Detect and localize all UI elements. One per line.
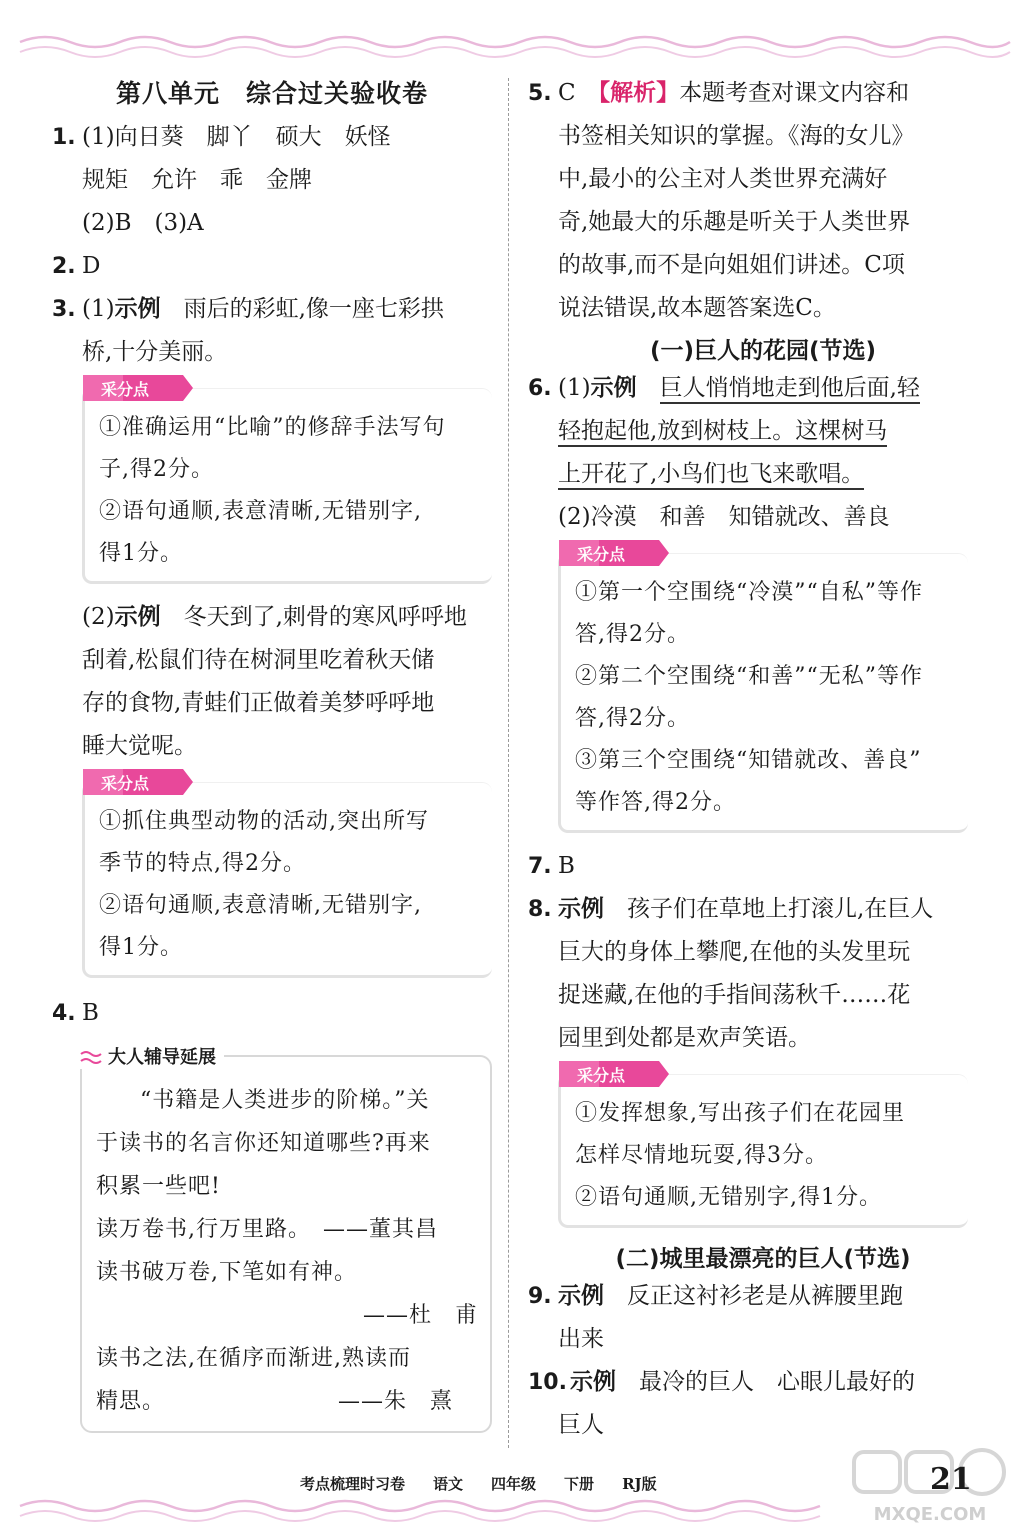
scoring-point: ①发挥想象,写出孩子们在花园里 <box>575 1101 905 1126</box>
underlined-answer: 轻抱起他,放到树枝上。这棵树马 <box>558 418 887 447</box>
q3-answer-line: 冬天到了,刺骨的寒风呼呼地 <box>183 604 467 630</box>
guidance-line: 积累一些吧! <box>96 1174 221 1199</box>
guidance-line: “书籍是人类进步的阶梯。”关 <box>140 1088 430 1113</box>
analysis-line: 本题考查对课文内容和 <box>679 80 910 106</box>
q6-part-label: (1) <box>558 375 591 401</box>
question-7 <box>528 845 968 888</box>
example-label: 示例 <box>570 1369 616 1395</box>
q3-answer-line: 刮着,松鼠们待在树洞里吃着秋天储 <box>82 647 435 673</box>
example-label: 示例 <box>114 296 161 322</box>
underlined-answer: 上开花了,小鸟们也飞来歌唱。 <box>558 461 864 490</box>
q2-number: 2. <box>52 254 76 279</box>
scoring-point: 等作答,得2分。 <box>575 790 736 815</box>
footer-grade: 四年级 <box>491 1475 537 1493</box>
scoring-points-box <box>82 380 492 584</box>
q8-number: 8. <box>528 897 552 922</box>
quote-line: 精思。 ——朱 熹 <box>96 1389 454 1414</box>
q6-answer-line: (2)冷漠 和善 知错就改、善良 <box>558 504 890 530</box>
scoring-point: 季节的特点,得2分。 <box>99 851 306 876</box>
quote-line: 读万卷书,行万里路。 ——董其昌 <box>96 1217 438 1242</box>
right-column <box>528 72 968 1447</box>
parent-guidance-box <box>80 1047 492 1433</box>
scoring-points-label: 采分点 <box>577 1066 626 1085</box>
question-1 <box>52 116 492 245</box>
q9-answer-line: 出来 <box>558 1326 604 1352</box>
scoring-point: ②语句通顺,无错别字,得1分。 <box>575 1185 882 1210</box>
analysis-line: 中,最小的公主对人类世界充满好 <box>558 166 888 192</box>
q3-part-label: (2) <box>82 604 115 630</box>
footer-edition: RJ版 <box>622 1475 657 1493</box>
scoring-point: 怎样尽情地玩耍,得3分。 <box>575 1143 828 1168</box>
watermark-text: MXQE.COM <box>873 1504 987 1525</box>
unit-label: 第八单元 <box>115 79 220 108</box>
q8-answer-line: 孩子们在草地上打滚儿,在巨人 <box>627 896 934 922</box>
scoring-points-tag <box>559 540 669 566</box>
scoring-point: ①第一个空围绕“冷漠”“自私”等作 <box>575 580 923 605</box>
scoring-point: 得1分。 <box>99 935 183 960</box>
q9-answer-line: 反正这衬衫老是从裤腰里跑 <box>627 1283 903 1309</box>
q9-number: 9. <box>528 1284 552 1309</box>
footer-book-title: 考点梳理时习卷 <box>300 1475 406 1493</box>
quote-line: 读书之法,在循序而渐进,熟读而 <box>96 1346 411 1371</box>
underlined-answer: 巨人悄悄地走到他后面,轻 <box>660 375 920 404</box>
q8-answer-line: 园里到处都是欢声笑语。 <box>558 1025 811 1051</box>
q4-answer: B <box>82 1000 99 1026</box>
parent-guidance-header <box>80 1043 224 1069</box>
q3-answer-line: 桥,十分美丽。 <box>82 339 228 365</box>
quote-line: 读书破万卷,下笔如有神。 <box>96 1260 357 1285</box>
question-2 <box>52 245 492 288</box>
scoring-points-tag <box>83 769 193 795</box>
scoring-points-box <box>558 1066 968 1228</box>
analysis-line: 的故事,而不是向姐姐们讲述。C项 <box>558 252 905 278</box>
scoring-point: 答,得2分。 <box>575 622 690 647</box>
scoring-point: ①抓住典型动物的活动,突出所写 <box>99 809 429 834</box>
wave-lines-icon <box>80 1050 102 1066</box>
scoring-point: 答,得2分。 <box>575 706 690 731</box>
q1-answer-line: 规矩 允许 乖 金牌 <box>82 167 312 193</box>
unit-title <box>52 74 492 110</box>
q8-answer-line: 巨大的身体上攀爬,在他的头发里玩 <box>558 939 911 965</box>
scoring-point: ②语句通顺,表意清晰,无错别字, <box>99 893 422 918</box>
question-9 <box>528 1275 968 1361</box>
q7-answer: B <box>558 853 575 879</box>
bottom-wave-decoration <box>0 1492 1025 1532</box>
scoring-point: ②语句通顺,表意清晰,无错别字, <box>99 499 422 524</box>
scoring-points-box <box>82 774 492 978</box>
q10-answer-line: 最冷的巨人 心眼儿最好的 <box>639 1369 915 1395</box>
page-footer <box>300 1473 685 1494</box>
scoring-point: 得1分。 <box>99 541 183 566</box>
example-label: 示例 <box>558 1283 604 1309</box>
column-divider <box>508 78 509 1448</box>
scoring-points-tag <box>83 375 193 401</box>
scoring-points-label: 采分点 <box>577 545 626 564</box>
example-label: 示例 <box>590 375 637 401</box>
page-number: 21 <box>930 1462 972 1497</box>
q1-answer-line: (1)向日葵 脚丫 硕大 妖怪 <box>82 124 391 150</box>
example-label: 示例 <box>558 896 604 922</box>
top-wave-decoration <box>0 30 1025 70</box>
q3-part-label: (1) <box>82 296 115 322</box>
test-name: 综合过关验收卷 <box>246 79 429 108</box>
quote-author: ——杜 甫 <box>362 1303 478 1328</box>
scoring-points-box <box>558 545 968 833</box>
section-title: (二)城里最漂亮的巨人(节选) <box>615 1246 911 1272</box>
footer-subject: 语文 <box>433 1475 464 1493</box>
guidance-line: 于读书的名言你还知道哪些?再来 <box>96 1131 431 1156</box>
analysis-line: 奇,她最大的乐趣是听关于人类世界 <box>558 209 911 235</box>
analysis-line: 书签相关知识的掌握。《海的女儿》 <box>558 123 915 149</box>
question-8 <box>528 888 968 1228</box>
q4-number: 4. <box>52 1001 76 1026</box>
q1-answer-line: (2)B (3)A <box>82 210 204 236</box>
q10-number: 10. <box>528 1370 567 1395</box>
scoring-point: 子,得2分。 <box>99 457 214 482</box>
question-4 <box>52 992 492 1035</box>
question-10 <box>528 1361 968 1447</box>
q3-number: 3. <box>52 297 76 322</box>
parent-guidance-title: 大人辅导延展 <box>108 1047 216 1068</box>
section-title: (一)巨人的花园(节选) <box>649 338 877 364</box>
footer-term: 下册 <box>564 1475 595 1493</box>
q7-number: 7. <box>528 854 552 879</box>
scoring-points-label: 采分点 <box>101 774 150 793</box>
question-6 <box>528 367 968 833</box>
q2-answer: D <box>82 253 101 279</box>
q10-answer-line: 巨人 <box>558 1412 604 1438</box>
q5-answer: C <box>558 80 576 106</box>
scoring-points-label: 采分点 <box>101 380 150 399</box>
question-3 <box>52 288 492 978</box>
q1-number: 1. <box>52 125 76 150</box>
q8-answer-line: 捉迷藏,在他的手指间荡秋千……花 <box>558 982 911 1008</box>
example-label: 示例 <box>114 604 161 630</box>
left-column <box>52 72 492 1433</box>
analysis-line: 说法错误,故本题答案选C。 <box>558 295 836 321</box>
q3-answer-line: 睡大觉呢。 <box>82 733 197 759</box>
scoring-point: ②第二个空围绕“和善”“无私”等作 <box>575 664 923 689</box>
analysis-tag: 【解析】 <box>598 80 680 106</box>
q3-answer-line: 存的食物,青蛙们正做着美梦呼呼地 <box>82 690 435 716</box>
question-5 <box>528 72 968 330</box>
scoring-points-tag <box>559 1061 669 1087</box>
scoring-point: ①准确运用“比喻”的修辞手法写句 <box>99 415 446 440</box>
scoring-point: ③第三个空围绕“知错就改、善良” <box>575 748 922 773</box>
q6-number: 6. <box>528 376 552 401</box>
q5-number: 5. <box>528 81 552 106</box>
q3-answer-line: 雨后的彩虹,像一座七彩拱 <box>183 296 444 322</box>
